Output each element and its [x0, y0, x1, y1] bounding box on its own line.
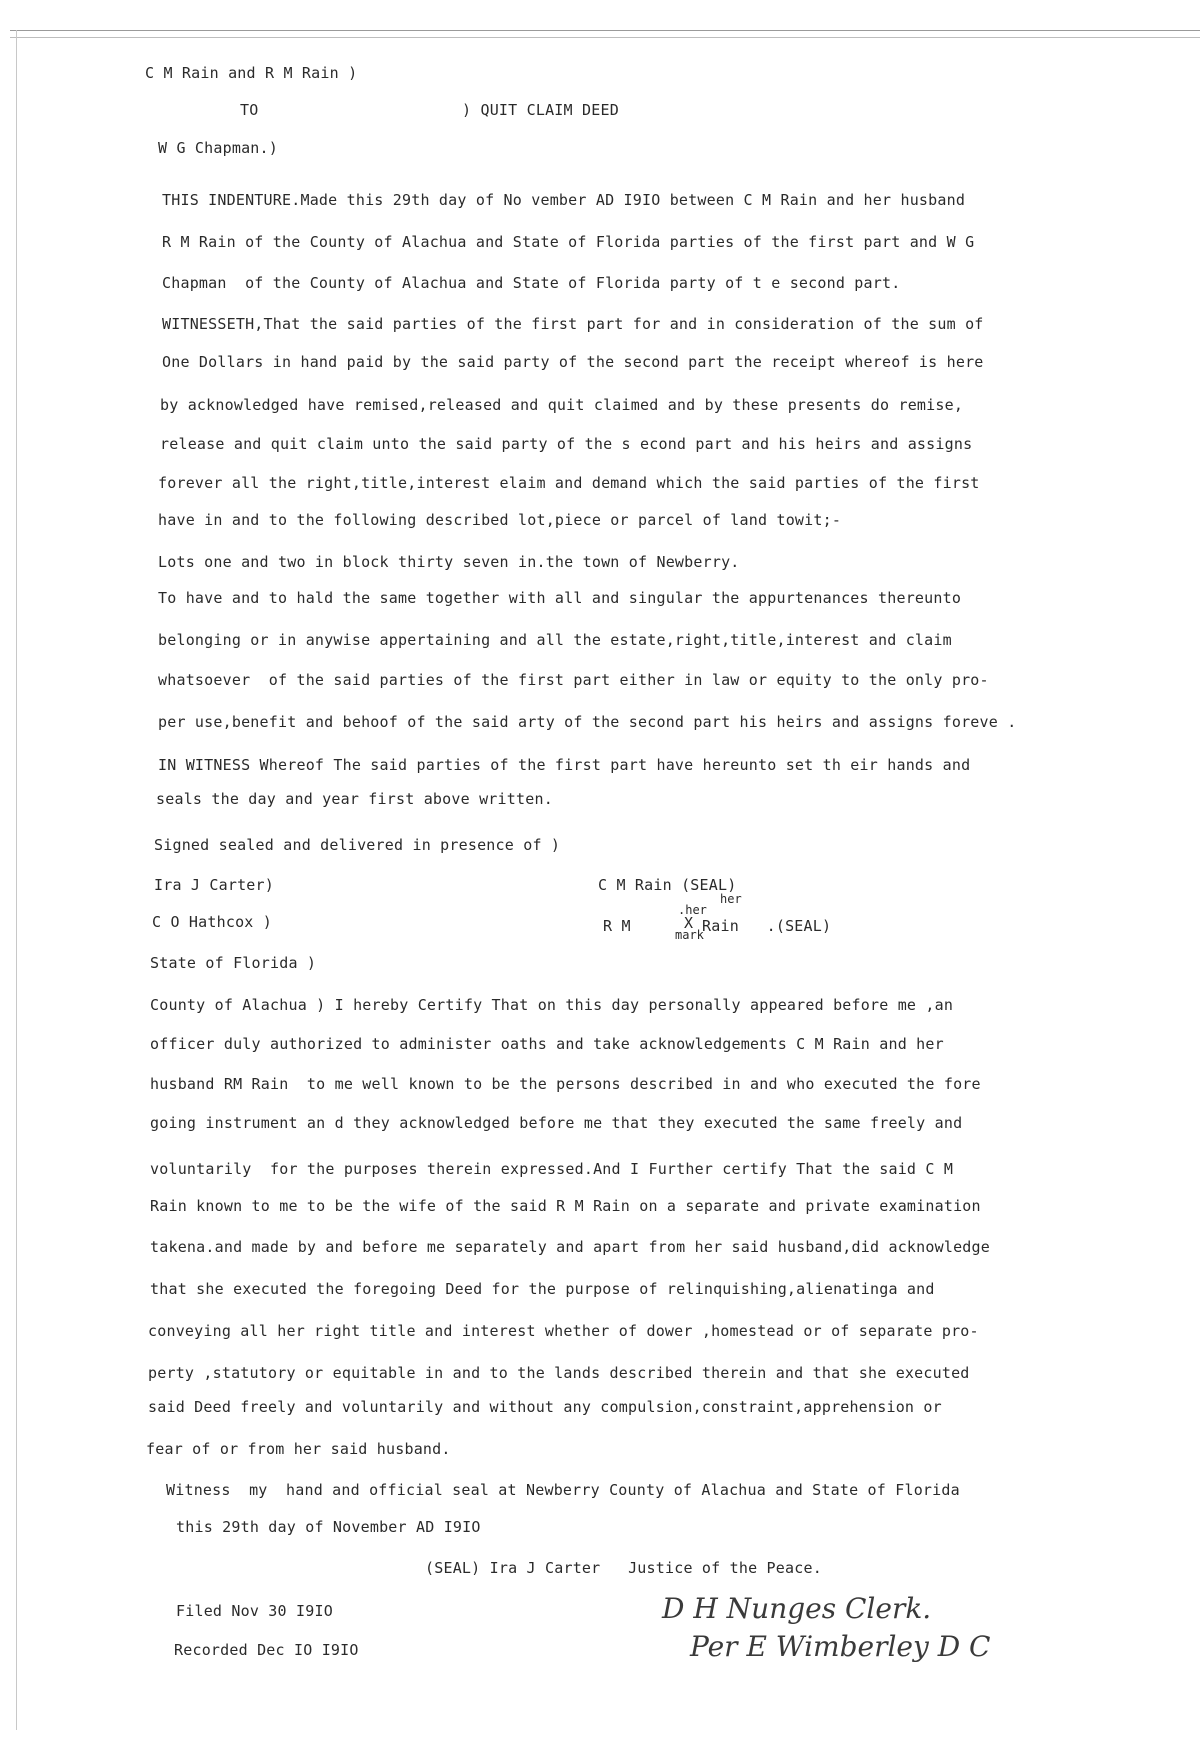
- ack-line: voluntarily for the purposes therein expressed.And I Further certify That the said C M: [150, 1160, 954, 1178]
- ack-line: that she executed the foregoing Deed for the purpose of relinquishing,alienatinga and: [150, 1280, 935, 1298]
- ack-line: said Deed freely and voluntarily and without any compulsion,constraint,apprehension or: [148, 1398, 942, 1416]
- clerk-signature: D H Nunges Clerk.: [662, 1592, 932, 1625]
- x-mark: X: [684, 914, 694, 932]
- ack-line: takena.and made by and before me separately and apart from her said husband,did acknowledge: [150, 1238, 990, 1256]
- witness-1: Ira J Carter): [154, 876, 274, 894]
- ack-line: officer duly authorized to administer oaths and take acknowledgements C M Rain and her: [150, 1035, 944, 1053]
- ack-line: County of Alachua ) I hereby Certify That on this day personally appeared before me ,an: [150, 996, 954, 1014]
- body-line: IN WITNESS Whereof The said parties of the first part have hereunto set th eir hands and: [158, 756, 971, 774]
- body-line: THIS INDENTURE.Made this 29th day of No vember AD I9IO between C M Rain and her husband: [162, 191, 966, 209]
- ack-line: Rain known to me to be the wife of the said R M Rain on a separate and private examination: [150, 1197, 981, 1215]
- signer-2-suffix: Rain .(SEAL): [702, 917, 832, 935]
- top-border-rule: [10, 30, 1200, 38]
- body-line: Chapman of the County of Alachua and State of Florida party of t e second part.: [162, 274, 901, 292]
- deputy-clerk-signature: Per E Wimberley D C: [690, 1630, 991, 1663]
- witness-2: C O Hathcox ): [152, 913, 272, 931]
- witness-seal-line: Witness my hand and official seal at Newberry County of Alachua and State of Florida: [166, 1481, 960, 1499]
- state-line: State of Florida ): [150, 954, 317, 972]
- presence-line: Signed sealed and delivered in presence of ): [154, 836, 561, 854]
- ack-line: husband RM Rain to me well known to be the persons described in and who executed the fore: [150, 1075, 981, 1093]
- body-line: WITNESSETH,That the said parties of the first part for and in consideration of the sum of: [162, 315, 984, 333]
- ack-line: perty ,statutory or equitable in and to the lands described therein and that she executed: [148, 1364, 970, 1382]
- date-line: this 29th day of November AD I9IO: [176, 1518, 481, 1536]
- signer-1: C M Rain (SEAL): [598, 876, 737, 894]
- body-line: whatsoever of the said parties of the first part either in law or equity to the only pro-: [158, 671, 989, 689]
- body-line: belonging or in anywise appertaining and all the estate,right,title,interest and claim: [158, 631, 952, 649]
- grantors-line: C M Rain and R M Rain ): [145, 64, 358, 82]
- body-line: To have and to hald the same together with all and singular the appurtenances thereunto: [158, 589, 962, 607]
- body-line: seals the day and year first above written.: [156, 790, 553, 808]
- body-line: have in and to the following described lot,piece or parcel of land towit;-: [158, 511, 842, 529]
- body-line: R M Rain of the County of Alachua and State of Florida parties of the first part and W G: [162, 233, 975, 251]
- mark-label: mark: [675, 928, 704, 942]
- document-title: ) QUIT CLAIM DEED: [462, 101, 619, 119]
- ack-line: conveying all her right title and interest whether of dower ,homestead or of separate pro-: [148, 1322, 979, 1340]
- body-line: per use,benefit and behoof of the said arty of the second part his heirs and assigns foreve .: [158, 713, 1017, 731]
- to-line: TO: [240, 101, 259, 119]
- body-line: by acknowledged have remised,released and quit claimed and by these presents do remise,: [160, 396, 964, 414]
- grantee-line: W G Chapman.): [158, 139, 278, 157]
- body-line: release and quit claim unto the said party of the s econd part and his heirs and assigns: [160, 435, 973, 453]
- ack-line: fear of or from her said husband.: [146, 1440, 451, 1458]
- justice-signature-line: (SEAL) Ira J Carter Justice of the Peace.: [425, 1559, 822, 1577]
- filed-date: Filed Nov 30 I9IO: [176, 1602, 333, 1620]
- recorded-date: Recorded Dec IO I9IO: [174, 1641, 359, 1659]
- ack-line: going instrument an d they acknowledged before me that they executed the same freely and: [150, 1114, 963, 1132]
- body-line: forever all the right,title,interest elaim and demand which the said parties of the first: [158, 474, 980, 492]
- her-mark-label: .her: [678, 903, 707, 917]
- left-border-rule: [16, 30, 17, 1730]
- body-line: One Dollars in hand paid by the said party of the second part the receipt whereof is here: [162, 353, 984, 371]
- signer-2-prefix: R M: [603, 917, 631, 935]
- body-line: Lots one and two in block thirty seven in.the town of Newberry.: [158, 553, 740, 571]
- her-mark-label-upper: her: [720, 892, 742, 906]
